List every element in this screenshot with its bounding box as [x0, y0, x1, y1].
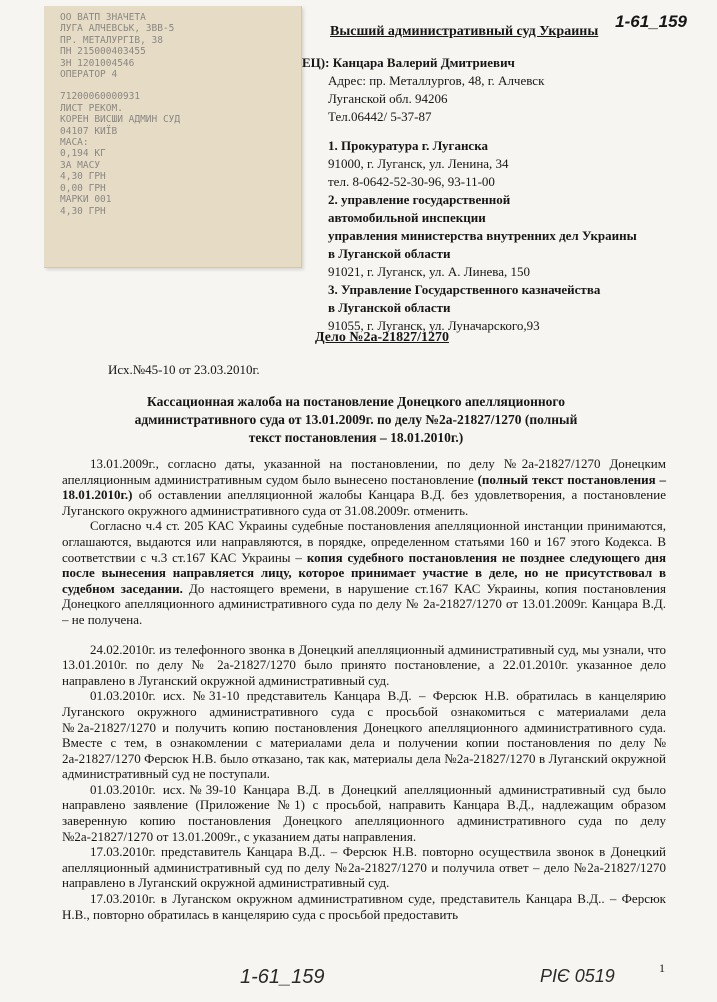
claimant-phone: Тел.06442/ 5-37-87: [328, 109, 432, 124]
page-number: 1: [659, 961, 665, 975]
body-paragraph: [62, 688, 666, 782]
paragraph-text: об оставлении апелляционной жалобы Канцара В.Д. без удовлетворения, а постановление Луганского окружного административного суда от 31.08.2009г. отменить.: [62, 487, 666, 518]
registration-stamp: РІЄ 0519: [540, 966, 615, 986]
respondent-detail: 91055, г. Луганск, ул. Луначарского,93: [328, 318, 540, 333]
document-body: [62, 456, 666, 922]
claimant-region: Луганской обл. 94206: [328, 91, 448, 106]
court-title: Высший административный суд Украины: [330, 24, 599, 39]
document-title: Кассационная жалоба на постановление Донецкого апелляционного административного суда от 13.01.2009г. по делу №2а-21827/1270 (полный текст постановления – 18.01.2010г.): [134, 394, 578, 445]
receipt-line: 4,30 ГРН: [60, 171, 106, 183]
paragraph-text: 01.03.2010г. исх. №31-10 представитель Канцара В.Д. – Ферсюк Н.В. обратилась в канцелярию Луганского окружного административного суда с просьбой ознакомиться с материалами дела №2а-21827/1270 и получить копию постановления Донецкого апелляционного административного суда. Вместе с тем, в ознакомлении с материалами дела и получении копии постановления по делу № 2а-21827/1270 Ферсюк Н.В. было отказано, так как, материалы дела №2а-21827/1270 в Луганский окружной административный суд не поступали.: [62, 688, 666, 782]
receipt-line: ПР. МЕТАЛУРГІВ, 38: [60, 34, 163, 46]
respondent-name: 2. управление государственной: [328, 192, 511, 207]
receipt-line: 04107 КИЇВ: [60, 125, 118, 137]
receipt-line: КОРЕН ВИСШИ АДМИН СУД: [60, 114, 181, 126]
body-paragraph: [62, 642, 666, 689]
paragraph-text: 01.03.2010г. исх.№39-10 Канцара В.Д. в Донецкий апелляционный административный суд было направлено заявление (Приложение №1) с просьбой, направить Канцара В.Д., надлежащим образом заверенную копию постановления Донецкого апелляционного административного суда по делу №2а-21827/1270 от 13.01.2009г., с указанием даты направления.: [62, 781, 666, 844]
outgoing-reference: Исх.№45-10 от 23.03.2010г.: [108, 362, 260, 377]
body-paragraph: [62, 891, 666, 922]
respondent-name: 1. Прокуратура г. Луганска: [328, 138, 488, 153]
paragraph-text: 17.03.2010г. представитель Канцара В.Д.. – Ферсюк Н.В. повторно осуществила звонок в Донецкий апелляционный административный суд по делу №2а-21827/1270 и получила ответ – дело №2а-21827/1270 направлено в Луганский окружной административный суд.: [62, 844, 666, 891]
receipt-line: ПН 215000403455: [60, 46, 146, 58]
receipt-line: ЗА МАСУ: [60, 159, 101, 171]
claimant-block: [302, 54, 544, 126]
receipt-line: МАСА:: [60, 137, 89, 149]
receipt-line: ЛИСТ РЕКОМ.: [60, 102, 123, 114]
paragraph-text: Согласно ч.4 ст. 205 КАС Украины судебные постановления апелляционной инстанции принимаются, оглашаются, выдаются или направляются, в порядке, определенном статьями 160 и 167 этого Кодекса. В соответствии с ч.3 ст.167 КАС Украины –: [62, 518, 666, 565]
respondent-name: управления министерства внутренних дел Украины: [328, 228, 637, 243]
claimant-name: Канцара Валерий Дмитриевич: [332, 55, 515, 70]
case-number: Дело №2а-21827/1270: [315, 330, 449, 345]
receipt-line: [60, 80, 301, 91]
body-paragraph: [62, 844, 666, 891]
respondent-name: в Луганской области: [328, 246, 451, 261]
body-paragraph: [62, 782, 666, 844]
respondents-block: [328, 137, 637, 335]
respondent-detail: 91021, г. Луганск, ул. А. Линева, 150: [328, 264, 531, 279]
receipt-line: 4,30 ГРН: [60, 205, 106, 217]
respondent-name: 3. Управление Государственного казначейства: [328, 282, 601, 297]
respondent-detail: тел. 8-0642-52-30-96, 93-11-00: [328, 174, 495, 189]
paragraph-text: До настоящего времени, в нарушение ст.167 КАС Украины, копия постановления Донецкого апелляционного административного суда по делу № 2а-21827/1270 от 13.01.2009г. Канцара В.Д. – не получена.: [62, 580, 666, 627]
receipt-line: ОПЕРАТОР 4: [60, 69, 118, 81]
paragraph-text: 13.01.2009г., согласно даты, указанной на постановлении, по делу №2а-21827/1270 Донецким апелляционным административным судом было вынесено постановление: [62, 456, 666, 487]
body-paragraph: [62, 518, 666, 627]
paragraph-text: 24.02.2010г. из телефонного звонка в Донецкий апелляционный административный суд, мы узнали, что 13.01.2010г. по делу № 2а-21827/1270 было принято постановление, а 22.01.2010г. указанное дело направлено в Луганский окружной административный суд.: [62, 641, 666, 688]
receipt-line: ЛУГА АЛЧЕВСЬК, ЗВВ-5: [60, 23, 175, 35]
receipt-line: МАРКИ 001: [60, 194, 112, 206]
paragraph-text: 17.03.2010г. в Луганском окружном административном суде, представитель Канцара В.Д.. – Ферсюк Н.В., повторно обратилась в канцелярию суда с просьбой предоставить: [62, 891, 666, 922]
paragraph-text: копия судебного постановления не позднее следующего дня после вынесения направляется лицу, которое принимает участие в деле, но не присутствовал в судебном заседании.: [62, 549, 666, 596]
receipt-line: 71200060000931: [60, 91, 141, 103]
receipt-line: 0,194 КГ: [60, 148, 106, 160]
handwritten-registration: 1-61_159: [240, 966, 325, 988]
respondent-name: автомобильной инспекции: [328, 210, 486, 225]
paragraph-text: (полный текст постановления – 18.01.2010г.): [62, 471, 666, 503]
claimant-address: Адрес: пр. Металлургов, 48, г. Алчевск: [328, 73, 545, 88]
receipt-line: 0,00 ГРН: [60, 182, 106, 194]
body-paragraph: [62, 456, 666, 518]
receipt-line: ОО ВАТП ЗНАЧЕТА: [60, 12, 146, 23]
respondent-detail: 91000, г. Луганск, ул. Ленина, 34: [328, 156, 509, 171]
respondent-name: в Луганской области: [328, 300, 451, 315]
handwritten-case-code: 1-61_159: [615, 12, 687, 31]
receipt-line: ЗН 1201004546: [60, 57, 135, 69]
postal-receipt: [44, 6, 302, 268]
claimant-label: ЕЦ):: [302, 55, 333, 70]
